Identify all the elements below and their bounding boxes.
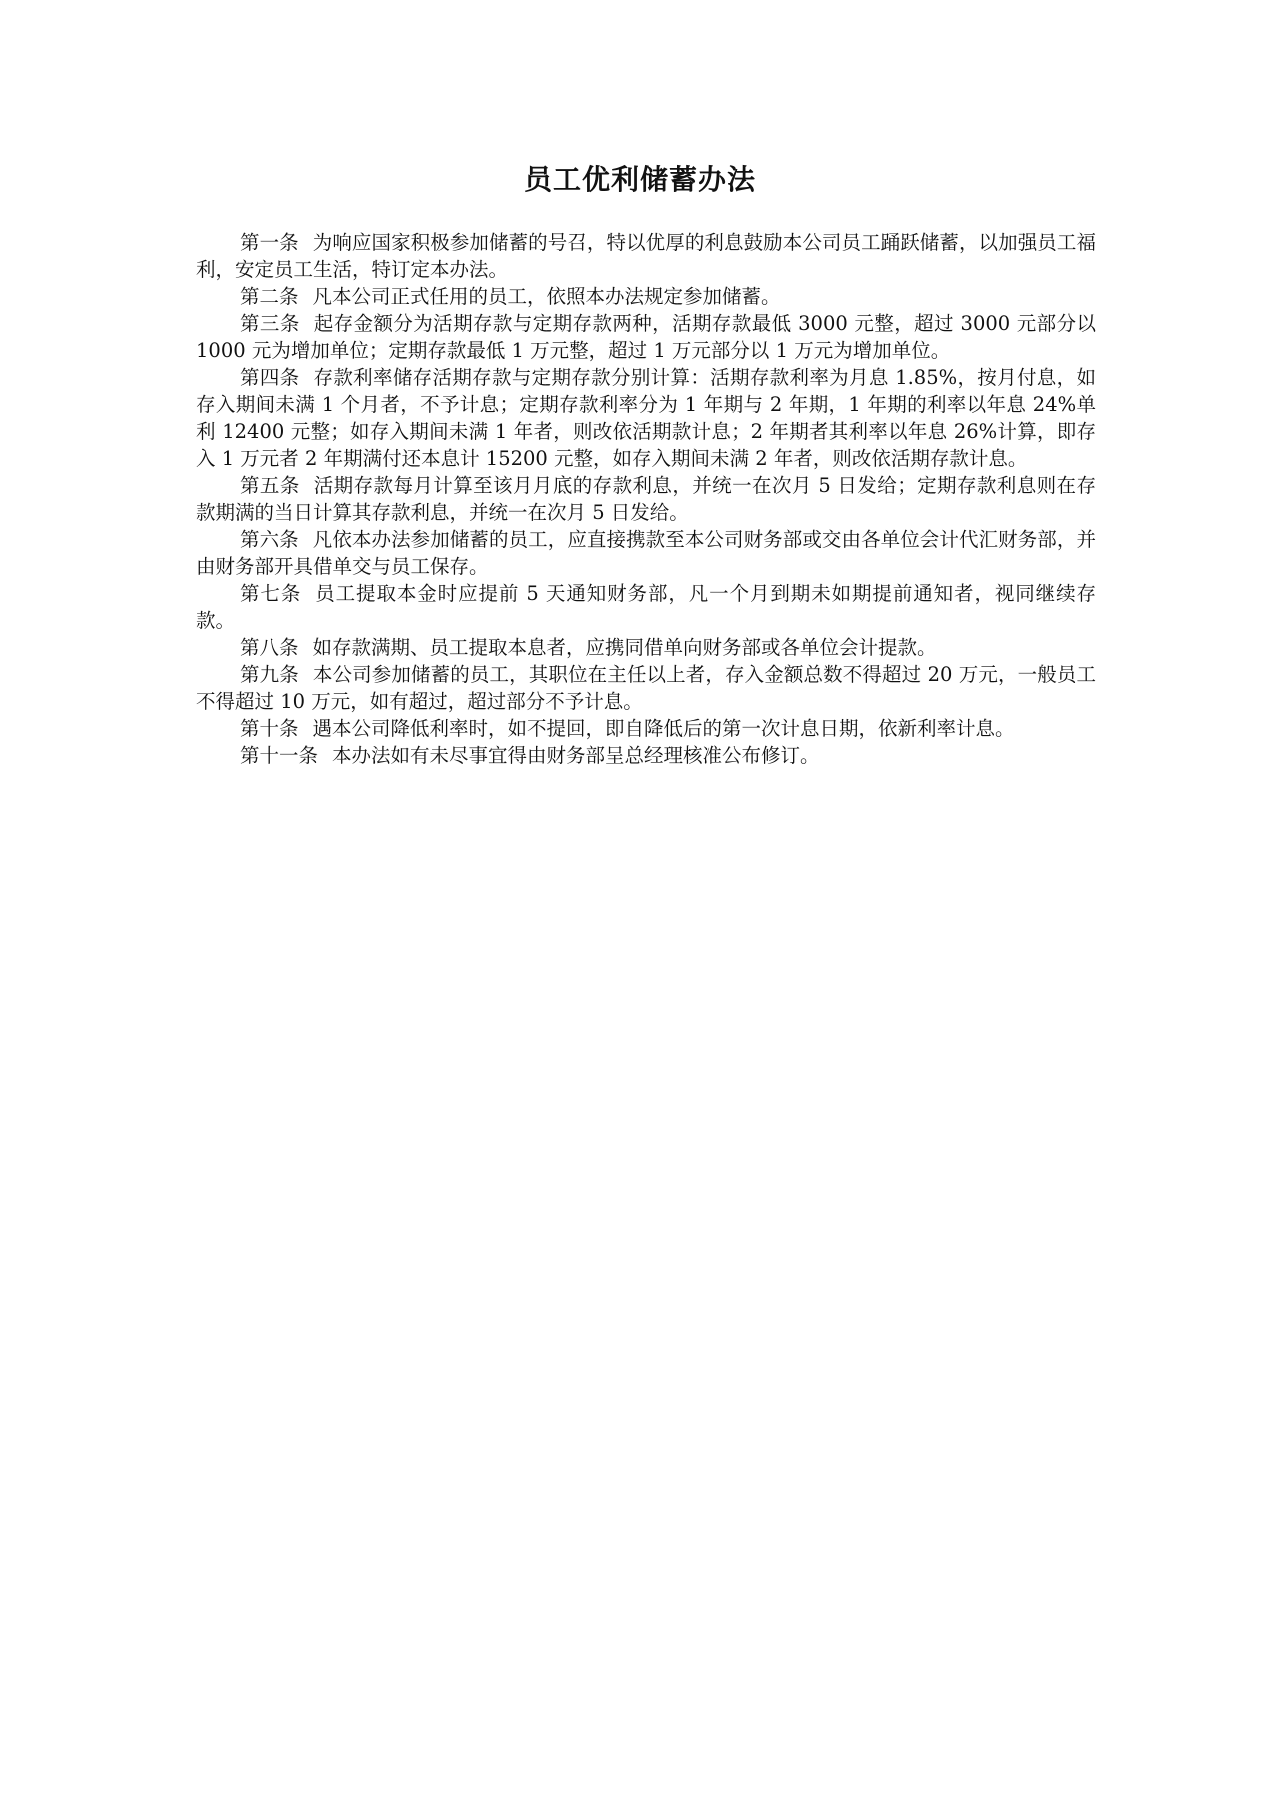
article-text: 本办法如有未尽事宜得由财务部呈总经理核准公布修订。 [332, 744, 820, 767]
article-label: 第三条 [240, 312, 300, 335]
article-text: 起存金额分为活期存款与定期存款两种，活期存款最低 3000 元整，超过 3000 元部分以 1000 元为增加单位；定期存款最低 1 万元整，超过 1 万元部分以 1 万元为增加单位。 [196, 312, 1096, 362]
article-label: 第四条 [240, 366, 300, 389]
article-9 [196, 661, 1096, 715]
article-text: 为响应国家积极参加储蓄的号召，特以优厚的利息鼓励本公司员工踊跃储蓄，以加强员工福利，安定员工生活，特订定本办法。 [196, 231, 1096, 281]
article-text: 活期存款每月计算至该月月底的存款利息，并统一在次月 5 日发给；定期存款利息则在存款期满的当日计算其存款利息，并统一在次月 5 日发给。 [196, 474, 1096, 524]
article-label: 第八条 [240, 636, 299, 659]
article-8 [196, 634, 1096, 661]
article-4 [196, 364, 1096, 472]
article-label: 第十条 [240, 717, 299, 740]
article-text: 员工提取本金时应提前 5 天通知财务部，凡一个月到期未如期提前通知者，视同继续存款。 [196, 582, 1096, 632]
article-text: 凡依本办法参加储蓄的员工，应直接携款至本公司财务部或交由各单位会计代汇财务部，并由财务部开具借单交与员工保存。 [196, 528, 1096, 578]
article-label: 第五条 [240, 474, 300, 497]
article-label: 第七条 [240, 582, 302, 605]
article-10 [196, 715, 1096, 742]
article-7 [196, 580, 1096, 634]
article-label: 第二条 [240, 285, 299, 308]
article-label: 第九条 [240, 663, 299, 686]
article-11 [196, 742, 1096, 769]
article-text: 本公司参加储蓄的员工，其职位在主任以上者，存入金额总数不得超过 20 万元，一般员工不得超过 10 万元，如有超过，超过部分不予计息。 [196, 663, 1096, 713]
article-1 [196, 229, 1096, 283]
article-text: 凡本公司正式任用的员工，依照本办法规定参加储蓄。 [312, 285, 781, 308]
article-label: 第十一条 [240, 744, 319, 767]
article-text: 遇本公司降低利率时，如不提回，即自降低后的第一次计息日期，依新利率计息。 [312, 717, 1015, 740]
article-6 [196, 526, 1096, 580]
article-text: 存款利率储存活期存款与定期存款分别计算：活期存款利率为月息 1.85%，按月付息，如存入期间未满 1 个月者，不予计息；定期存款利率分为 1 年期与 2 年期，1 年期的利率以年息 24%单利 12400 元整；如存入期间未满 1 年者，则改依活期款计息；2 年期者其利率以年息 26%计算，即存入 1 万元者 2 年期满付还本息计 15200 元整，如存入期间未满 2 年者，则改依活期存款计息。 [196, 366, 1096, 470]
article-label: 第一条 [240, 231, 299, 254]
article-3 [196, 310, 1096, 364]
article-2 [196, 283, 1096, 310]
document-body [196, 229, 1096, 769]
document-title: 员工优利储蓄办法 [523, 163, 756, 196]
article-5 [196, 472, 1096, 526]
article-text: 如存款满期、员工提取本息者，应携同借单向财务部或各单位会计提款。 [312, 636, 937, 659]
article-label: 第六条 [240, 528, 299, 551]
